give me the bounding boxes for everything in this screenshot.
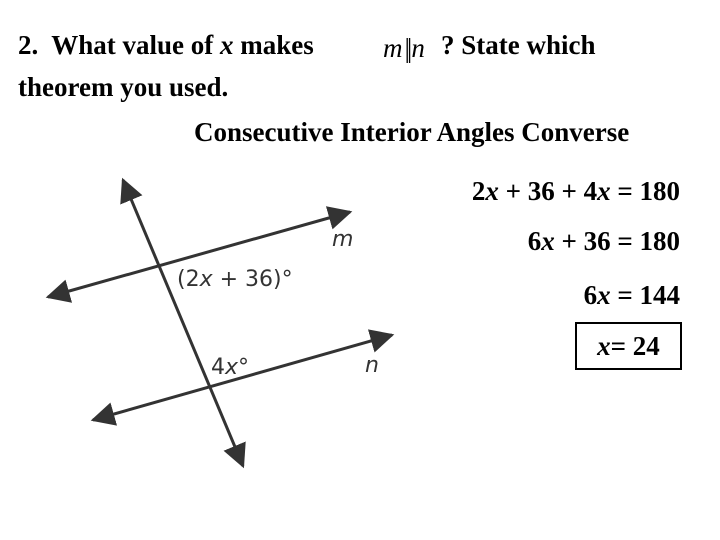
angle-label-bottom: 4x° xyxy=(211,355,250,380)
step1-coef: 2 xyxy=(471,176,486,206)
step1-var2: x xyxy=(597,176,611,206)
step1-mid: + 36 + 4 xyxy=(498,176,598,206)
step2-coef: 6 xyxy=(527,226,542,256)
parallel-left-var: m xyxy=(383,33,403,63)
parallel-symbol: || xyxy=(404,33,410,63)
final-value: = 24 xyxy=(610,330,660,361)
question-line-2: theorem you used. xyxy=(18,72,229,102)
step3-coef: 6 xyxy=(583,280,598,310)
question-prefix: What value of xyxy=(51,30,214,60)
question-tail: ? State which xyxy=(441,30,596,60)
transversal-line xyxy=(123,180,243,466)
theorem-name: Consecutive Interior Angles Converse xyxy=(194,117,630,147)
step1-var: x xyxy=(485,176,499,206)
step1-rhs: = 180 xyxy=(610,176,680,206)
question-variable: x xyxy=(220,30,234,60)
final-var: x xyxy=(597,330,611,361)
step3-var: x xyxy=(597,280,611,310)
parallel-right-var: n xyxy=(411,33,425,63)
question-number: 2. xyxy=(18,30,39,60)
angle-label-top: (2x + 36)° xyxy=(177,267,293,292)
question-suffix: makes xyxy=(240,30,314,60)
step2-var: x xyxy=(541,226,555,256)
label-m: m xyxy=(332,227,354,252)
label-n: n xyxy=(365,353,379,378)
step2-rhs: + 36 = 180 xyxy=(554,226,680,256)
step3-rhs: = 144 xyxy=(610,280,680,310)
